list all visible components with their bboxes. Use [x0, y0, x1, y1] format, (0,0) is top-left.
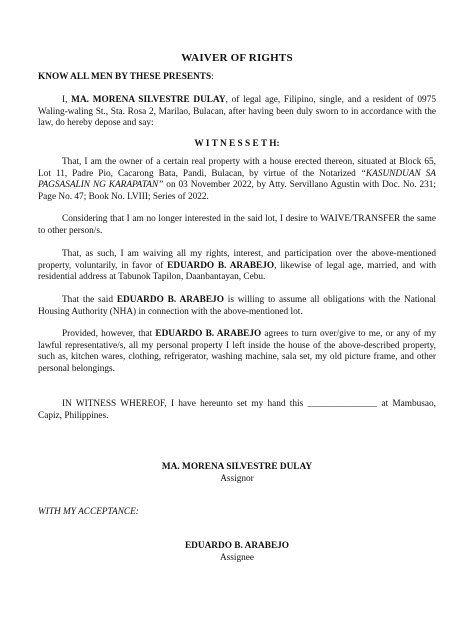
ownership-text-end: on 03 November 2022, by Atty. Servillano Agustin with Doc. No. 231; Page No. 47; Book No. LVIII; Series of 2022.: [38, 180, 437, 202]
acceptance-label: WITH MY ACCEPTANCE:: [38, 507, 139, 517]
assignor-name-inline: MA. MORENA SILVESTRE DULAY: [71, 95, 226, 105]
paragraph-provided: [38, 329, 436, 375]
assignor-role: Assignor: [220, 474, 254, 484]
opening-colon: :: [211, 72, 214, 82]
assignee-role: Assignee: [219, 553, 255, 563]
paragraph-obligations: [38, 295, 436, 318]
assignee-name-inline: EDUARDO B. ARABEJO: [116, 295, 224, 305]
provided-text-end: agrees to turn over/give to me, or any of my lawful representative/s, all my personal property I left inside the house of the above-described property, such as, kitchen wares, clothing, refrigerator, washing machine, sala set, my old picture frame, and other personal belongings.: [38, 329, 436, 374]
witnesseth-heading: W I T N E S S E T H:: [194, 139, 280, 149]
assignor-signature-name: MA. MORENA SILVESTRE DULAY: [161, 462, 313, 472]
paragraph-waiver: [38, 249, 436, 284]
ownership-text-start: That, I am the owner of a certain real property with a house erected thereon, situated at Block 65, Lot 11, Padre Pio, Cacarong Bata, Pandi, Bulacan, by virtue of the Notarized: [38, 157, 436, 179]
obligations-text-start: That the said: [62, 295, 117, 305]
waiver-text-end: , likewise of legal age, married, and with residential address at Tabunok Tapilon, Daanbantayan, Cebu.: [38, 260, 436, 283]
waiver-text-start: That, as such, I am waiving all my rights, interest, and participation over the above-mentioned property, voluntarily, in favor of: [38, 249, 436, 271]
intro-text-end: , of legal age, Filipino, single, and a resident of 0975 Waling-waling St., Sta. Rosa 2, Marilao, Bulacan, after having been duly sworn to in accordance with the law, do hereby depose and say:: [38, 95, 436, 129]
paragraph-ownership: [38, 157, 436, 203]
intro-text-start: I,: [62, 95, 72, 105]
paragraph-considering: Considering that I am no longer interested in the said lot, I desire to WAIVE/TRANSFER the same to other person/s.: [38, 214, 436, 236]
ownership-contract-title: “KASUNDUAN SA PAGSASALIN NG KARAPATAN”: [38, 168, 436, 191]
opening-text: KNOW ALL MEN BY THESE PRESENTS: [38, 72, 212, 82]
obligations-text-end: is willing to assume all obligations with the National Housing Authority (NHA) in connection with the above-mentioned lot.: [38, 295, 436, 317]
document-title: WAIVER OF RIGHTS: [181, 52, 293, 64]
assignee-name-inline: EDUARDO B. ARABEJO: [155, 329, 262, 339]
provided-text-start: Provided, however, that: [62, 329, 156, 339]
opening-line: [38, 72, 214, 84]
assignee-name-inline: EDUARDO B. ARABEJO: [167, 260, 275, 271]
assignee-signature-name: EDUARDO B. ARABEJO: [184, 541, 290, 551]
intro-paragraph: [38, 95, 436, 130]
paragraph-witness: IN WITNESS WHEREOF, I have hereunto set my hand this _______________ at Mambusao, Capiz, Philippines.: [38, 399, 436, 421]
